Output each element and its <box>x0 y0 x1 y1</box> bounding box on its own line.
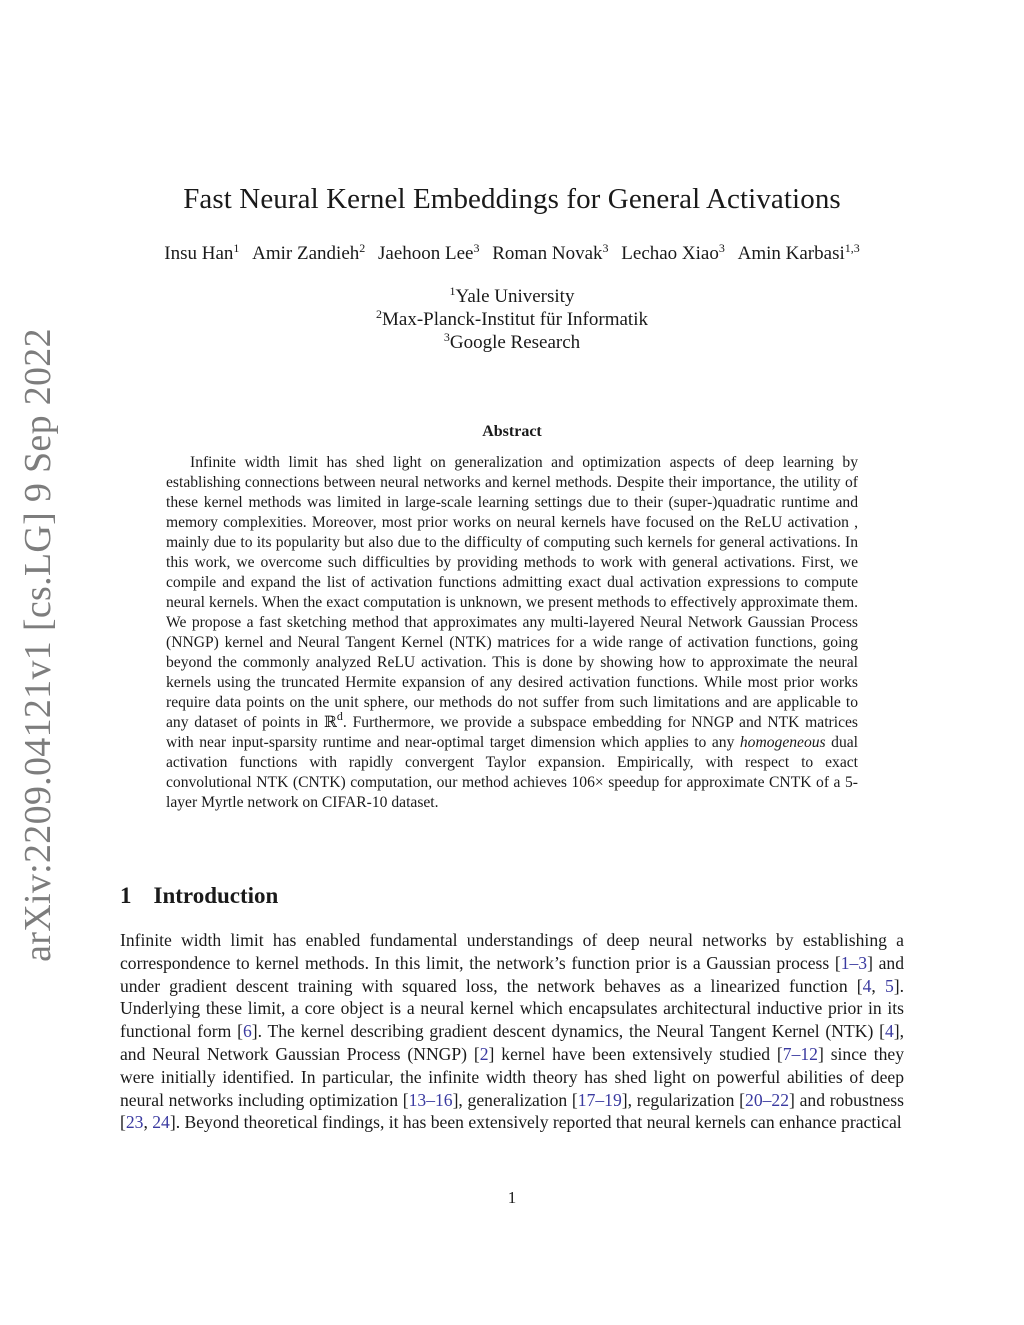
affiliation-mark: 3 <box>443 330 450 344</box>
affiliation-name: Max-Planck-Institut für Informatik <box>382 309 648 330</box>
emphasis-homogeneous: homogeneous <box>739 734 826 751</box>
citation-link[interactable]: 24 <box>152 1112 170 1133</box>
author-affiliation-mark: 3 <box>718 241 725 255</box>
paper-title: Fast Neural Kernel Embeddings for General Activations <box>183 183 841 215</box>
intro-text: ] kernel have been extensively studied [ <box>488 1043 783 1064</box>
intro-text: ], and Neural Network Gaussian Process (NNGP) [ <box>120 1021 904 1064</box>
affiliation <box>0 332 1024 354</box>
author-affiliation-mark: 1,3 <box>844 241 860 255</box>
intro-text: ] and robustness [ <box>120 1089 905 1133</box>
abstract-heading: Abstract <box>482 423 542 440</box>
author-affiliation-mark: 2 <box>359 241 366 255</box>
author-name: Amin Karbasi <box>737 243 845 264</box>
abstract-text: Infinite width limit has shed light on generalization and optimization aspects of deep learning by establishing connections between neural networks and kernel methods. Despite their importance, the utility of these kernel methods was limited in large-scale learning settings due to their (super-)quadratic runtime and memory complexities. Moreover, most prior works on neural kernels have focused on the ReLU activation , mainly due to its popularity but also due to the difficulty of computing such kernels for general activations. In this work, we overcome such difficulties by providing methods to work with general activations. First, we compile and expand the list of activation functions admitting exact dual activation expressions to compute neural kernels. When the exact computation is unknown, we present methods to effectively approximate them. We propose a fast sketching method that approximates any multi-layered Neural Network Gaussian Process (NNGP) kernel and Neural Tangent Kernel (NTK) matrices for a wide range of activation functions, going beyond the commonly analyzed ReLU activation. This is done by showing how to approximate the neural kernels using the truncated Hermite expansion of any desired activation functions. While most prior works require data points on the unit sphere, our methods do not suffer from such limitations and are applicable to any dataset of points in <box>166 454 858 731</box>
abstract-body <box>166 453 858 813</box>
abstract-paragraph <box>166 453 858 813</box>
math-dimension: d <box>336 709 343 723</box>
citation-link[interactable]: 13–16 <box>408 1089 453 1110</box>
intro-text: ] and under gradient descent training with squared loss, the network behaves as a linearized function [ <box>120 952 904 996</box>
page-number: 1 <box>507 1188 517 1207</box>
intro-text: ] since they were initially identified. In particular, the infinite width theory has shed light on powerful abilities of deep neural networks including optimization [ <box>120 1043 904 1110</box>
author-name: Amir Zandieh <box>252 243 360 264</box>
author <box>492 243 608 264</box>
intro-text: , <box>871 975 885 996</box>
intro-text: ]. Underlying these limit, a core object is a neural kernel which encapsulates architectural inductive prior in its functional form [ <box>120 975 904 1042</box>
author-affiliation-mark: 1 <box>233 241 240 255</box>
intro-paragraph <box>120 929 904 1134</box>
author-list <box>0 243 1024 265</box>
abstract-text: . Furthermore, we provide a subspace embedding for NNGP and NTK matrices with near input-sparsity runtime and near-optimal target dimension which applies to any <box>166 714 858 751</box>
section-title: Introduction <box>153 883 279 908</box>
section-heading <box>120 883 278 909</box>
citation-link[interactable]: 2 <box>479 1043 489 1064</box>
intro-text: ], regularization [ <box>621 1089 746 1110</box>
citation-link[interactable]: 6 <box>242 1021 252 1042</box>
citation-link[interactable]: 4 <box>862 975 872 996</box>
author-name: Roman Novak <box>492 243 603 264</box>
citation-link[interactable]: 5 <box>884 975 894 996</box>
affiliation <box>0 286 1024 308</box>
math-real-numbers: ℝ <box>323 714 337 731</box>
intro-text: ], generalization [ <box>452 1089 578 1110</box>
author-name: Insu Han <box>164 243 234 264</box>
intro-text: ]. Beyond theoretical findings, it has been extensively reported that neural kernels can enhance practical <box>169 1112 902 1133</box>
abstract-text: dual activation functions with rapidly convergent Taylor expansion. Empirically, with respect to exact convolutional NTK (CNTK) computation, our method achieves 106× speedup for approximate CNTK of a 5-layer Myrtle network on CIFAR-10 dataset. <box>166 734 858 811</box>
author-affiliation-mark: 3 <box>473 241 480 255</box>
author-name: Jaehoon Lee <box>378 243 474 264</box>
arxiv-identifier-stamp: arXiv:2209.04121v1 [cs.LG] 9 Sep 2022 <box>17 328 59 962</box>
citation-link[interactable]: 20–22 <box>745 1089 790 1110</box>
citation-link[interactable]: 4 <box>884 1021 894 1042</box>
author <box>252 243 365 264</box>
affiliation-mark: 1 <box>449 284 456 298</box>
author-name: Lechao Xiao <box>621 243 719 264</box>
intro-text: , <box>143 1112 153 1133</box>
introduction-body <box>120 929 904 1134</box>
citation-link[interactable]: 7–12 <box>782 1043 818 1064</box>
intro-text: Infinite width limit has enabled fundamental understandings of deep neural networks by establishing a correspondence to kernel methods. In this limit, the network’s function prior is a Gaussian process [ <box>120 930 904 973</box>
citation-link[interactable]: 17–19 <box>577 1089 622 1110</box>
author <box>164 243 239 264</box>
citation-link[interactable]: 1–3 <box>840 952 868 973</box>
affiliation-name: Yale University <box>455 286 575 307</box>
affiliation <box>0 309 1024 331</box>
citation-link[interactable]: 23 <box>125 1112 144 1133</box>
affiliation-name: Google Research <box>449 332 581 353</box>
author <box>378 243 479 264</box>
author <box>621 243 725 264</box>
author <box>738 243 860 264</box>
affiliation-mark: 2 <box>376 307 383 321</box>
intro-text: ]. The kernel describing gradient descent dynamics, the Neural Tangent Kernel (NTK) [ <box>251 1021 885 1042</box>
author-affiliation-mark: 3 <box>602 241 609 255</box>
section-number: 1 <box>120 883 132 908</box>
